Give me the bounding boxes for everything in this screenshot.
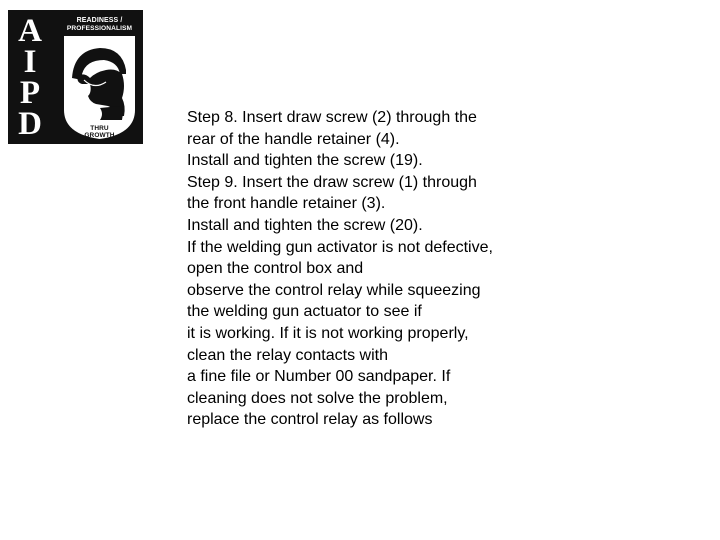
logo-caption-readiness: READINESS / — [76, 17, 123, 24]
logo-letter-d: D — [18, 106, 42, 142]
text-line: the front handle retainer (3). — [187, 195, 386, 213]
text-line: rear of the handle retainer (4). — [187, 130, 400, 148]
instruction-text — [187, 107, 707, 431]
aipd-logo — [8, 10, 143, 144]
text-line: a fine file or Number 00 sandpaper. If — [187, 368, 451, 386]
text-line: Install and tighten the screw (19). — [187, 152, 423, 170]
logo-letter-i: I — [23, 44, 37, 80]
text-line: replace the control relay as follows — [187, 411, 433, 429]
text-line: it is working. If it is not working properly, — [187, 324, 469, 342]
text-line: open the control box and — [187, 260, 364, 278]
logo-emblem — [60, 12, 139, 142]
text-line: Step 8. Insert draw screw (2) through the — [187, 109, 477, 126]
text-line: the welding gun actuator to see if — [187, 303, 422, 321]
logo-caption-professionalism: PROFESSIONALISM — [66, 25, 133, 32]
text-line: Install and tighten the screw (20). — [187, 216, 423, 234]
logo-letters — [8, 13, 52, 142]
logo-letter-a: A — [18, 13, 42, 49]
logo-caption-growth: GROWTH — [84, 132, 115, 139]
logo-caption-thru: THRU — [90, 125, 109, 132]
text-line: Step 9. Insert the draw screw (1) through — [187, 173, 477, 191]
text-line: If the welding gun activator is not defective, — [187, 238, 493, 256]
text-line: clean the relay contacts with — [187, 346, 388, 364]
text-line: observe the control relay while squeezing — [187, 281, 481, 299]
text-line: cleaning does not solve the problem, — [187, 389, 448, 407]
logo-letter-p: P — [19, 75, 41, 111]
